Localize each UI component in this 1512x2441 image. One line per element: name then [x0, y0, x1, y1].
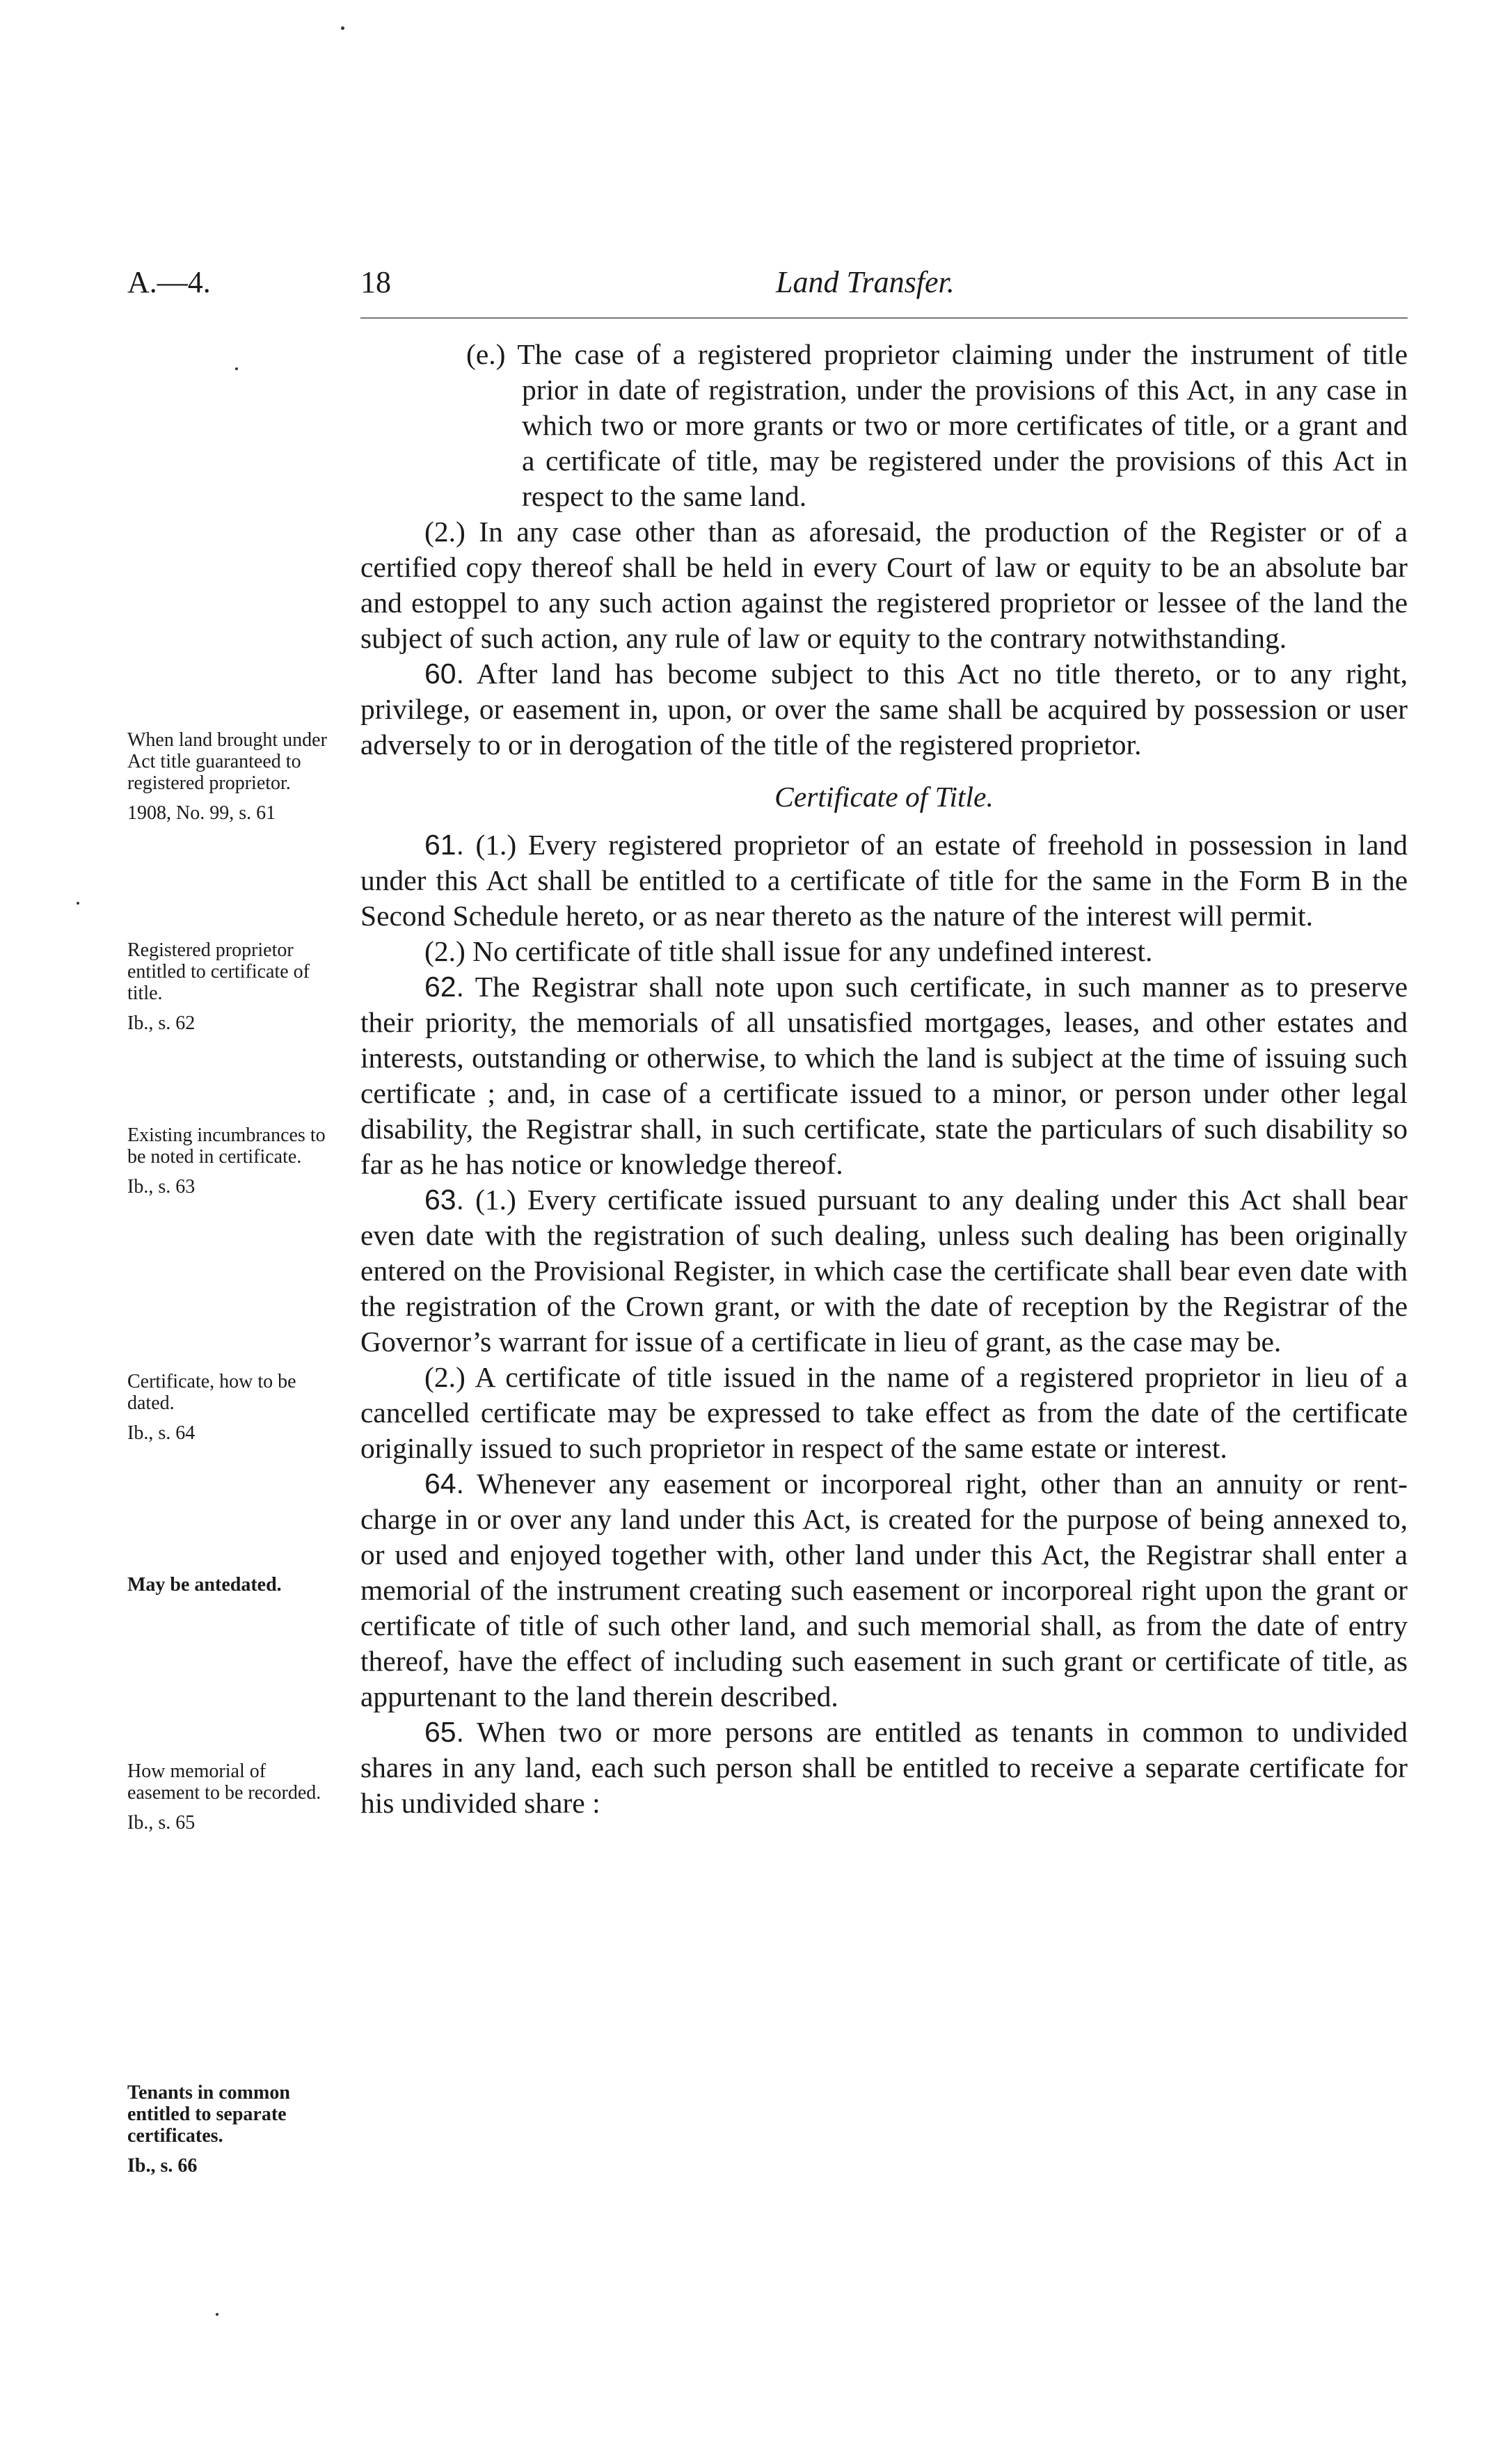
section-63-1: [360, 1182, 1408, 1360]
section-number: 64.: [424, 1468, 464, 1500]
margin-note-text: Certificate, how to be dated.: [127, 1371, 296, 1414]
margin-note-text: Tenants in common entitled to separate certificates.: [127, 2082, 290, 2147]
page-speck: [77, 902, 79, 905]
section-text: The Registrar shall note upon such certificate, in such manner as to preserve their priority, the memorials of all unsatisfied mortgages, leases, and other estates and interests, outstanding or otherwise, to which the land is subject at the time of issuing such certificate ; and, in case of a certificate issued to a minor, or person under other legal disability, the Registrar shall, in such certificate, state the particulars of such disability so far as he has notice or knowledge thereof.: [360, 971, 1408, 1180]
margin-note-ref: Ib., s. 63: [127, 1176, 196, 1198]
section-number: 65.: [424, 1716, 464, 1748]
para-2: (2.) In any case other than as aforesaid, the production of the Register or of a certified copy thereof shall be held in every Court of law or equity to be an absolute bar and estoppel to any such action against the registered proprietor or lessee of the land the subject of such action, any rule of law or equity to the contrary notwithstanding.: [360, 516, 1408, 654]
margin-note-s65: [127, 2082, 336, 2177]
margin-note-ref: Ib., s. 66: [127, 2155, 198, 2177]
margin-note-s64: [127, 1760, 336, 1834]
margin-note-text: May be antedated.: [127, 1574, 282, 1596]
section-number: 60.: [424, 658, 464, 690]
margin-note-text: How memorial of easement to be recorded.: [127, 1760, 321, 1804]
section-61-2: (2.) No certificate of title shall issue for any undefined interest.: [424, 935, 1153, 967]
margin-note-text: When land brought under Act title guaranteed to registered proprietor.: [127, 729, 327, 794]
section-number: 61.: [424, 829, 464, 861]
section-text: (1.) Every registered proprietor of an estate of freehold in possession in land under this Act shall be entitled to a certificate of title for the same in the Form B in the Second Schedule hereto, or as near thereto as the nature of the interest will permit.: [360, 829, 1408, 932]
margin-note-ref: 1908, No. 99, s. 61: [127, 802, 276, 824]
page-speck: [216, 2313, 218, 2316]
section-text: (1.) Every certificate issued pursuant to any dealing under this Act shall bear even date with the registration of such dealing, unless such dealing has been originally entered on the Provisional Register, in which case the certificate shall bear even date with the registration of the Crown grant, or with the date of reception by the Registrar of the Governor’s warrant for issue of a certificate in lieu of grant, as the case may be.: [360, 1184, 1408, 1358]
section-65: [360, 1715, 1408, 1821]
margin-note-antedated: [127, 1574, 336, 1596]
page-speck: [235, 367, 238, 370]
header-page-number: 18: [360, 265, 391, 299]
margin-note-s60: [127, 729, 336, 824]
header-title: Land Transfer.: [776, 265, 955, 299]
section-text: After land has become subject to this Act no title thereto, or to any right, privilege, or easement in, upon, or over the same shall be acquired by possession or user adversely to or in derogation of the title of the registered proprietor.: [360, 658, 1408, 761]
margin-note-ref: Ib., s. 64: [127, 1422, 196, 1444]
heading-certificate-of-title: Certificate of Title.: [774, 781, 994, 813]
section-60: [360, 656, 1408, 763]
section-64: [360, 1466, 1408, 1715]
header-rule: [360, 317, 1408, 319]
section-number: 62.: [424, 971, 464, 1003]
section-text: When two or more persons are entitled as tenants in common to undivided shares in any land, each such person shall be entitled to receive a separate certificate for his undivided share :: [360, 1716, 1408, 1819]
margin-note-ref: Ib., s. 65: [127, 1812, 196, 1834]
section-number: 63.: [424, 1184, 464, 1216]
margin-note-text: Registered proprietor entitled to certificate of title.: [127, 939, 310, 1004]
page-speck: [341, 26, 344, 30]
section-text: Whenever any easement or incorporeal right, other than an annuity or rent-charge in or over any land under this Act, is created for the purpose of being annexed to, or used and enjoyed together with, other land under this Act, the Registrar shall enter a memorial of the instrument creating such easement or incorporeal right upon the grant or certificate of title of such other land, and such memorial shall, as from the date of entry thereof, have the effect of including such easement in such grant or certificate of title, as appurtenant to the land therein described.: [360, 1468, 1408, 1712]
margin-note-ref: Ib., s. 62: [127, 1012, 196, 1034]
section-61-1: [360, 827, 1408, 934]
margin-note-text: Existing incumbrances to be noted in certificate.: [127, 1124, 326, 1168]
header-series: A.—4.: [127, 265, 211, 299]
margin-note-s61: [127, 939, 336, 1034]
section-62: [360, 969, 1408, 1182]
section-63-2: (2.) A certificate of title issued in the name of a registered proprietor in lieu of a cancelled certificate may be expressed to take effect as from the date of the certificate originally issued to such proprietor in respect of the same estate or interest.: [360, 1361, 1408, 1464]
para-e: (e.) The case of a registered proprietor claiming under the instrument of title prior in date of registration, under the provisions of this Act, in any case in which two or more grants or two or more certificates of title, or a grant and a certificate of title, may be registered under the provisions of this Act in respect to the same land.: [466, 338, 1408, 512]
body-text: [360, 337, 1408, 1821]
margin-note-s63: [127, 1371, 336, 1444]
margin-note-s62: [127, 1124, 336, 1198]
